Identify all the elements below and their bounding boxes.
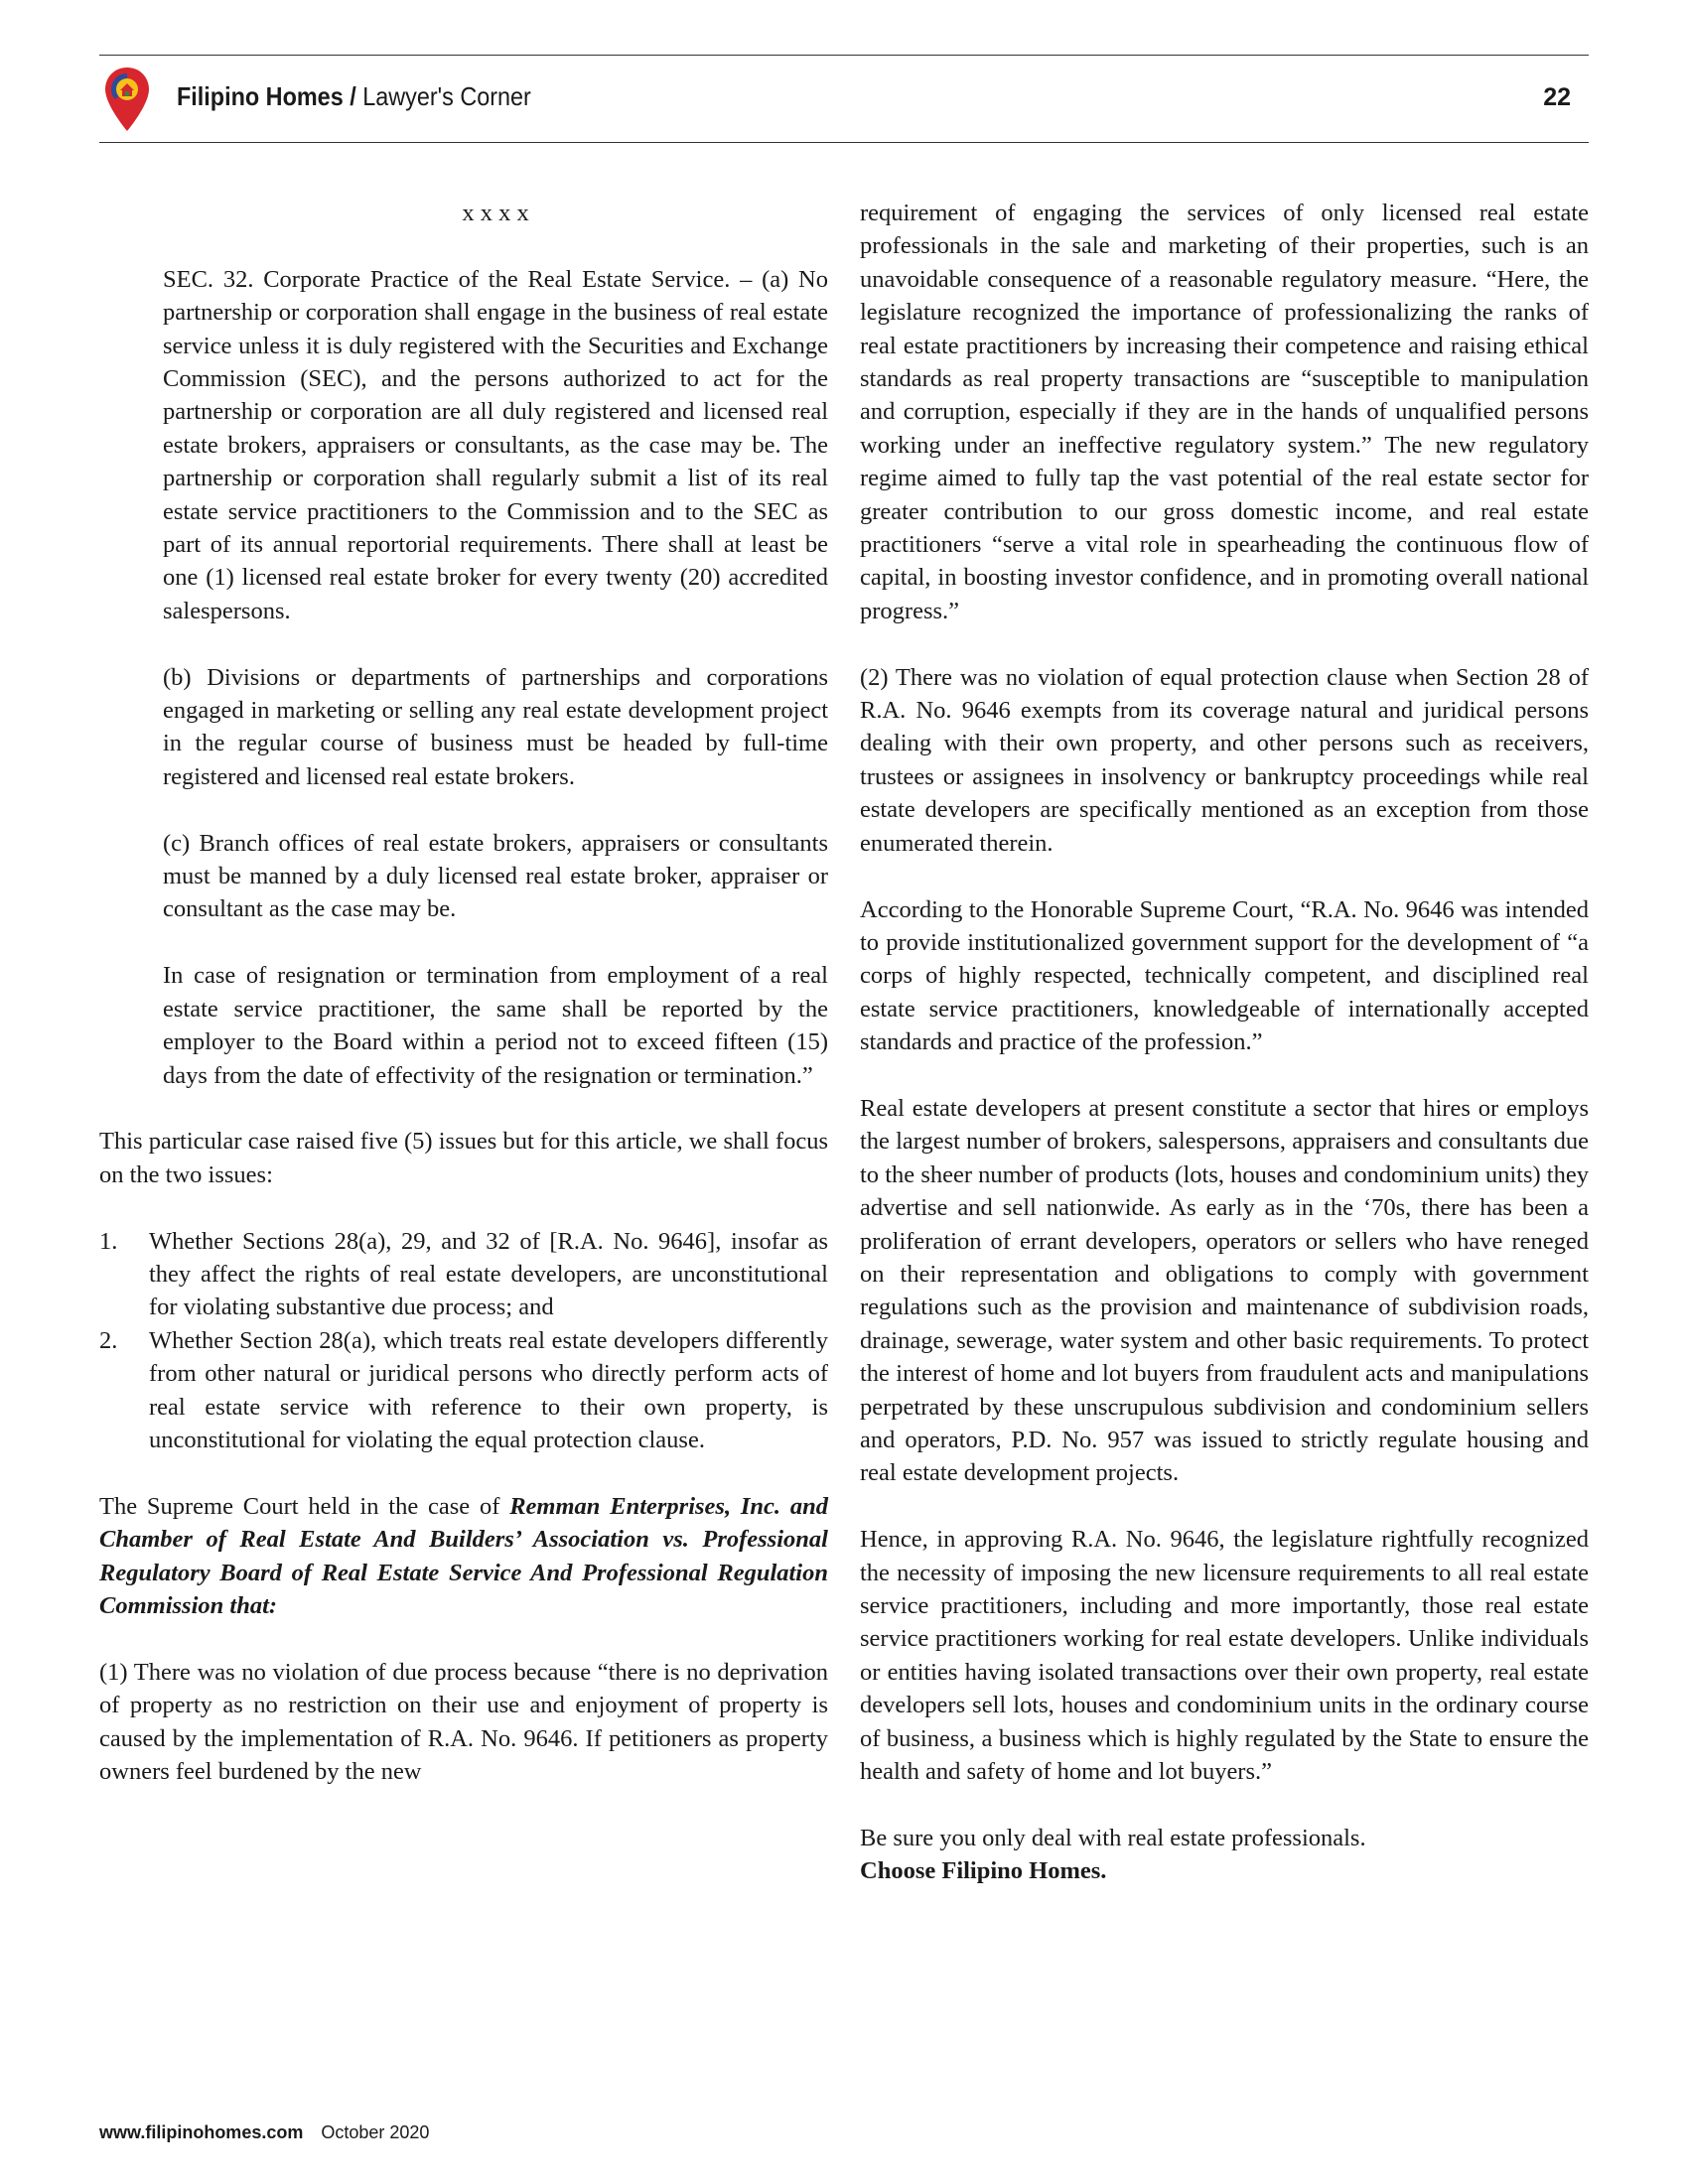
list-item-text: Whether Sections 28(a), 29, and 32 of [R.A. No. 9646], insofar as they affect the rights of real estate developers, are unconstitutional for violating substantive due process; and [149, 1227, 828, 1321]
closing-tagline: Choose Filipino Homes. [860, 1857, 1107, 1885]
list-item-number: 2. [99, 1326, 118, 1354]
issues-intro: This particular case raised five (5) issues but for this article, we shall focus on the two issues: [99, 1128, 828, 1188]
hence-paragraph: Hence, in approving R.A. No. 9646, the legislature rightfully recognized the necessity of imposing the new licensure requirements to all real estate service practitioners, including and more importantly, those real estate service practitioners working for real estate developers. Unlike individuals or entities having isolated transactions over their own property, real estate developers sell lots, houses and condominium units in the ordinary course of business, a business which is highly regulated by the State to ensure the health and safety of home and lot buyers.” [860, 1526, 1589, 1786]
issues-list [99, 1225, 828, 1457]
sec32-paragraph-b: (b) Divisions or departments of partnerships and corporations engaged in marketing or selling any real estate development project in the regular course of business must be headed by full-time registered and licensed real estate brokers. [163, 663, 828, 790]
held-prefix: The Supreme Court held in the case of [99, 1492, 510, 1520]
section-name: Lawyer's Corner [362, 81, 531, 111]
left-column [99, 197, 828, 1788]
list-item-number: 1. [99, 1227, 118, 1255]
ruling-1-paragraph: (1) There was no violation of due process because “there is no deprivation of property as no restriction on their use and enjoyment of property is caused by the implementation of R.A. No. 9646. If petitioners as property owners feel burdened by the new [99, 1658, 828, 1785]
page-number: 22 [1543, 83, 1571, 111]
ellipsis-separator: x x x x [462, 200, 529, 226]
header-top-rule [99, 55, 1589, 56]
developers-paragraph: Real estate developers at present constitute a sector that hires or employs the largest number of brokers, salespersons, appraisers and consultants due to the sheer number of products (lots, houses and condominium units) they advertise and sell nationwide. As early as in the ‘70s, there has been a proliferation of errant developers, operators or sellers who have reneged on their representation and obligations to comply with government regulations such as the provision and maintenance of subdivision roads, drainage, sewerage, water system and other basic requirements. To protect the interest of home and lot buyers from fraudulent acts and manipulations perpetrated by these unscrupulous subdivision and condominium sellers and operators, P.D. No. 957 was issued to strictly regulate housing and real estate development projects. [860, 1094, 1589, 1487]
ruling-1-continued: requirement of engaging the services of only licensed real estate professionals in the sale and marketing of their properties, such is an unavoidable consequence of a reasonable regulatory measure. “Here, the legislature recognized the importance of professionalizing the ranks of real estate practitioners by increasing their competence and raising ethical standards as real property transactions are “susceptible to manipulation and corruption, especially if they are in the hands of unqualified persons working under an ineffective regulatory system.” The new regulatory regime aimed to fully tap the vast potential of the real estate sector for greater contribution to our gross domestic income, and real estate practitioners “serve a vital role in spearheading the continuous flow of capital, in boosting investor confidence, and in promoting overall national progress.” [860, 200, 1589, 624]
brand-name: Filipino Homes [177, 81, 344, 111]
list-item [99, 1225, 828, 1324]
court-quote-paragraph: According to the Honorable Supreme Court, “R.A. No. 9646 was intended to provide institutionalized government support for the development of “a corps of highly respected, technically competent, and disciplined real estate service practitioners, knowledgeable of internationally accepted standards and practice of the profession.” [860, 895, 1589, 1056]
brand-separator: / [343, 81, 363, 111]
list-item-text: Whether Section 28(a), which treats real estate developers differently from other natural or juridical persons who directly perform acts of real estate service with reference to their own property, is unconstitutional for violating the equal protection clause. [149, 1326, 828, 1453]
sec32-paragraph-resignation: In case of resignation or termination from employment of a real estate service practitioner, the same shall be reported by the employer to the Board within a period not to exceed fifteen (15) days from the date of effectivity of the resignation or termination.” [163, 962, 828, 1089]
brand-title [177, 83, 531, 109]
sec32-paragraph-a: SEC. 32. Corporate Practice of the Real Estate Service. – (a) No partnership or corporation shall engage in the business of real estate service unless it is duly registered with the Securities and Exchange Commission (SEC), and the persons authorized to act for the partnership or corporation are all duly registered and licensed real estate brokers, appraisers or consultants, as the case may be. The partnership or corporation shall regularly submit a list of its real estate service practitioners to the Commission and to the SEC as part of its annual reportorial requirements. There shall at least be one (1) licensed real estate broker for every twenty (20) accredited salespersons. [163, 265, 828, 624]
footer-date: October 2020 [321, 2122, 430, 2142]
closing-line: Be sure you only deal with real estate professionals. [860, 1824, 1366, 1851]
footer [99, 2122, 429, 2143]
header-bottom-rule [99, 142, 1589, 143]
ruling-2-paragraph: (2) There was no violation of equal protection clause when Section 28 of R.A. No. 9646 exempts from its coverage natural and juridical persons dealing with their own property, and other persons such as receivers, trustees or assignees in insolvency or bankruptcy proceedings while real estate developers are specifically mentioned as an exception from those enumerated therein. [860, 663, 1589, 857]
held-paragraph [99, 1490, 828, 1623]
footer-url: www.filipinohomes.com [99, 2122, 304, 2142]
list-item [99, 1324, 828, 1457]
sec32-paragraph-c: (c) Branch offices of real estate brokers, appraisers or consultants must be manned by a duly licensed real estate broker, appraiser or consultant as the case may be. [163, 829, 828, 923]
right-column [860, 197, 1589, 1888]
location-pin-logo-icon [103, 66, 151, 133]
case-name: Remman Enterprises, Inc. and Chamber of Real Estate And Builders’ Association vs. Professional Regulatory Board of Real Estate Service And Professional Regulation Commission that: [99, 1492, 828, 1619]
